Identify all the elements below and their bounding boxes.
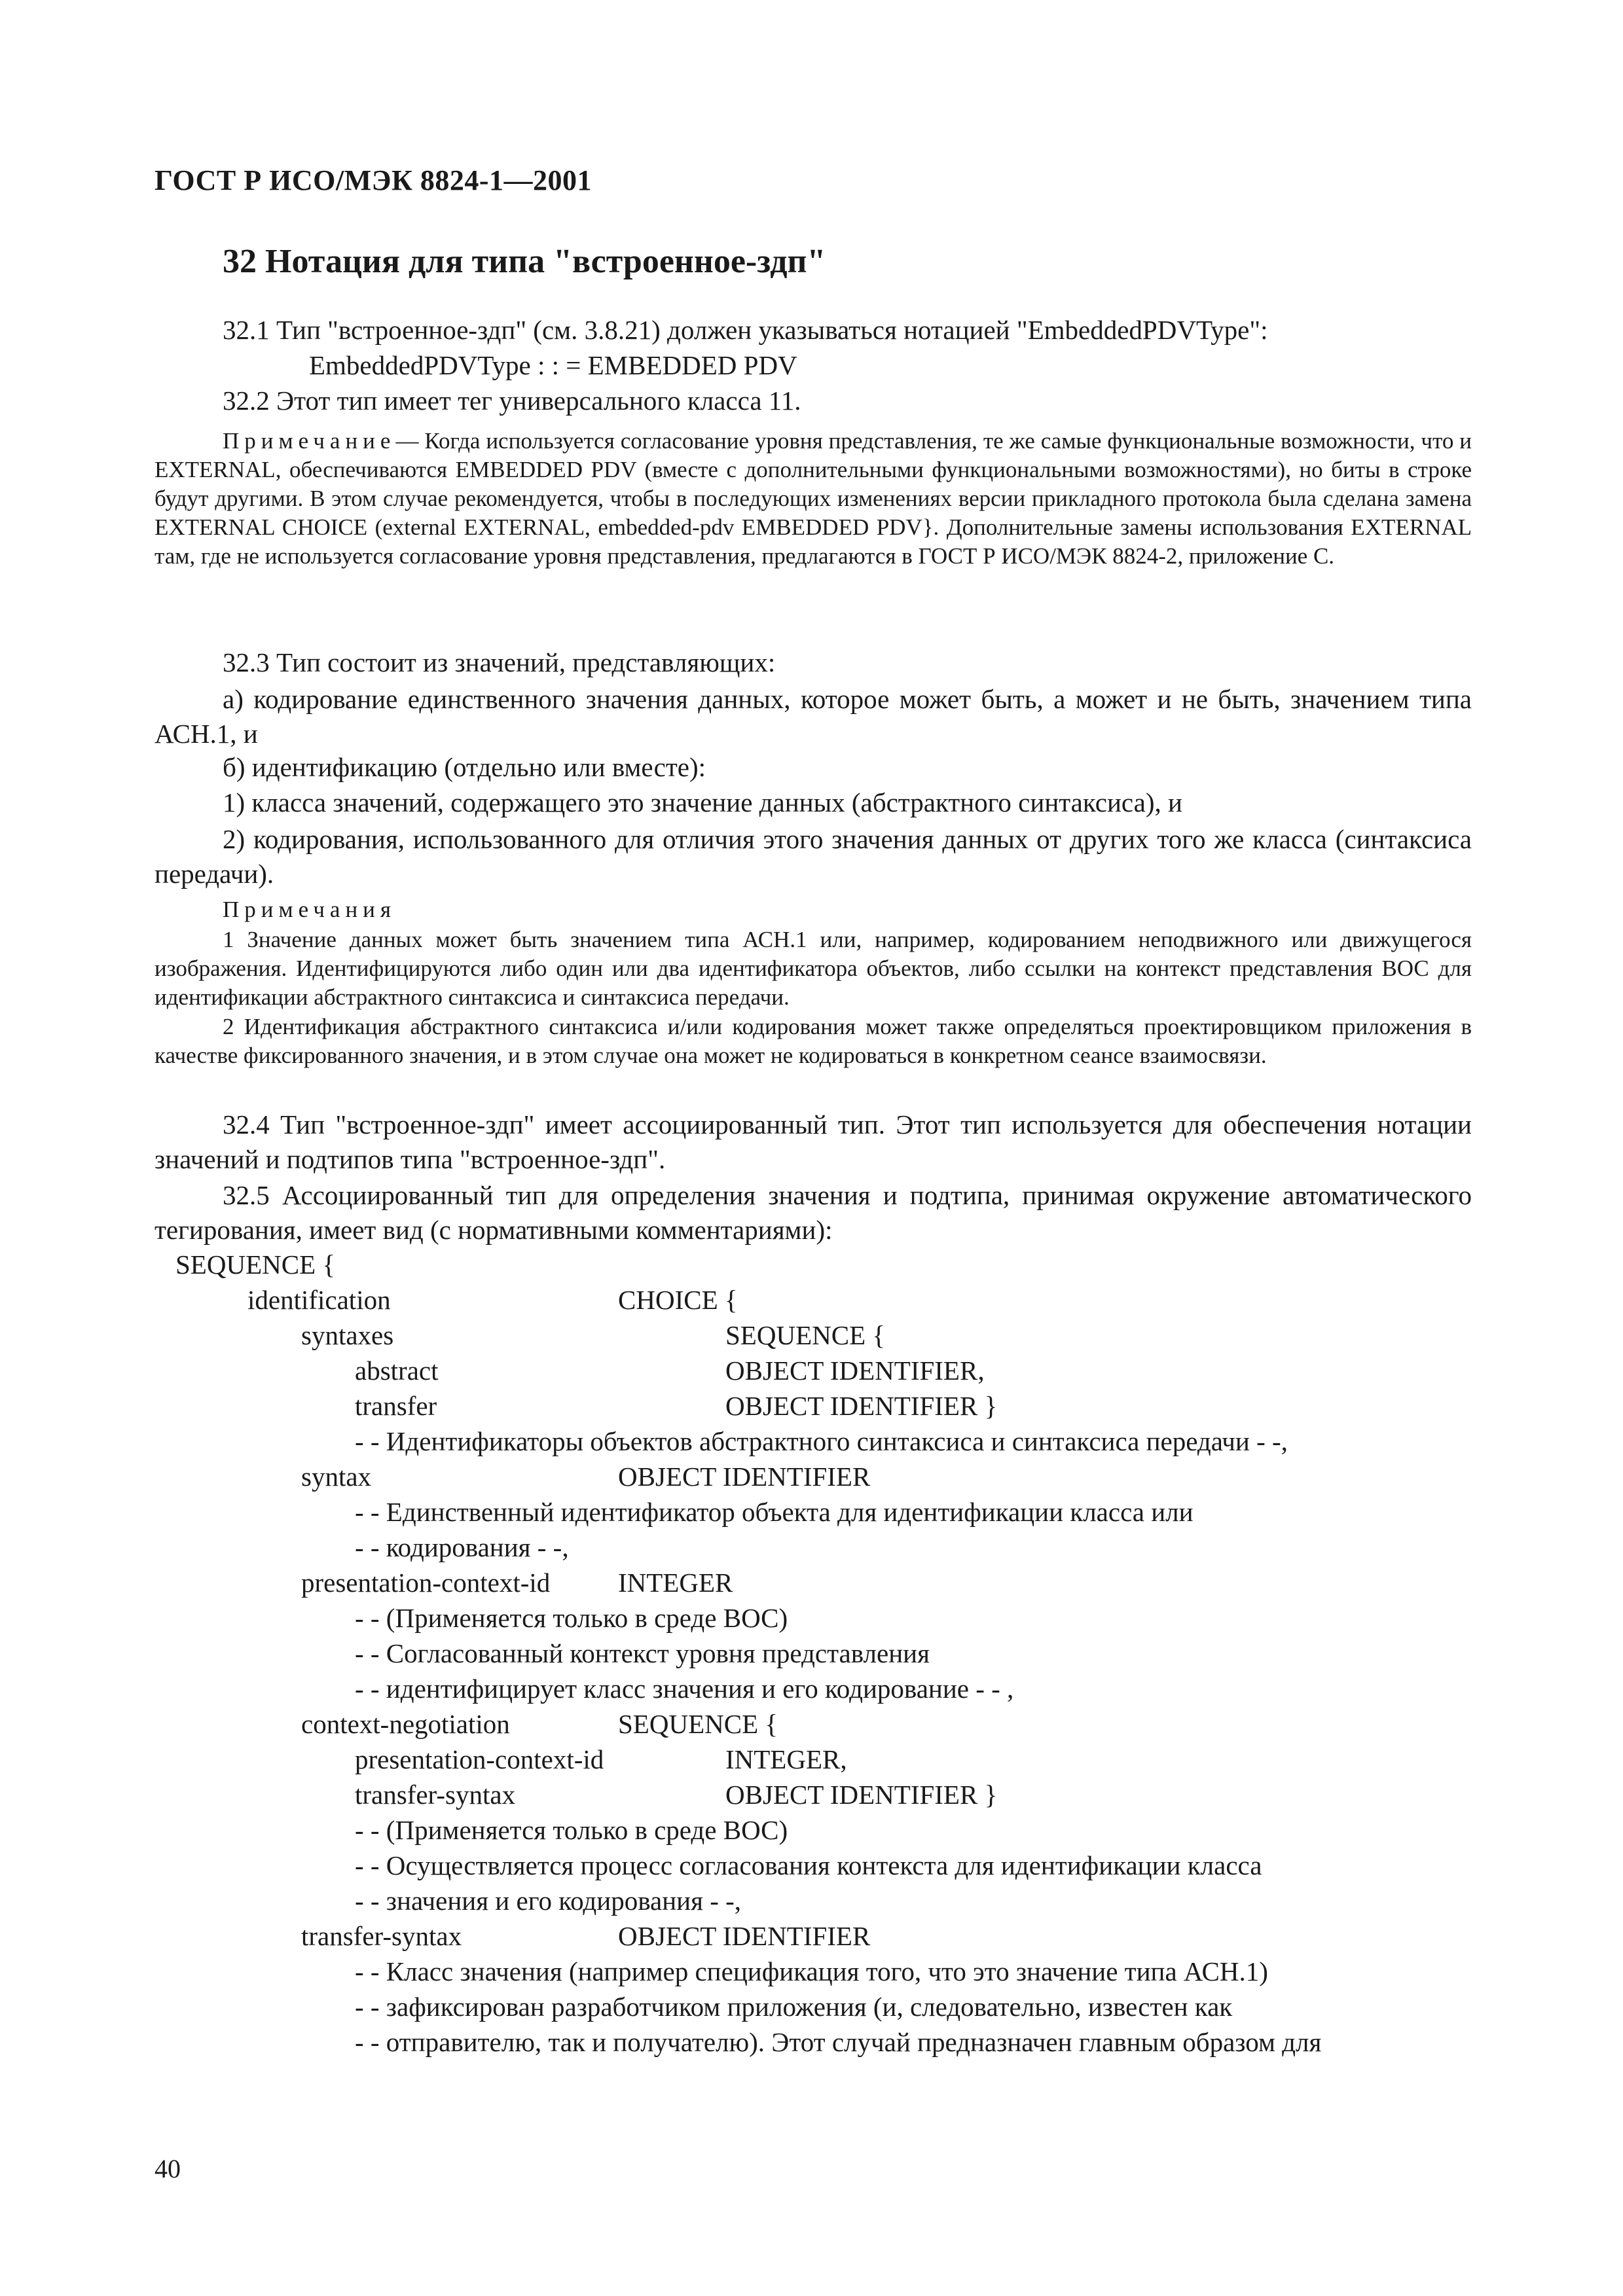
paragraph-32-2: 32.2 Этот тип имеет тег универсального класса 11. <box>223 386 801 416</box>
code-type: OBJECT IDENTIFIER } <box>725 1780 998 1810</box>
code-field: presentation-context-id <box>301 1568 551 1598</box>
code-comment: - - зафиксирован разработчиком приложения (и, следовательно, известен как <box>355 1992 1233 2022</box>
code-field: syntax <box>301 1462 372 1492</box>
code-comment: - - Осуществляется процесс согласования контекста для идентификации класса <box>355 1850 1262 1880</box>
note-1: 1 Значение данных может быть значением типа АСН.1 или, например, кодированием неподвижного или движущегося изображения. Идентифицируются либо один или два идентификатора объектов, либо ссылки на контекст представления ВОС для идентификации абстрактного синтаксиса и синтаксиса передачи. <box>155 927 1472 1010</box>
code-type: OBJECT IDENTIFIER, <box>725 1355 985 1386</box>
code-type: OBJECT IDENTIFIER } <box>725 1391 998 1421</box>
code-field: abstract <box>355 1355 439 1386</box>
document-header: ГОСТ Р ИСО/МЭК 8824-1—2001 <box>155 164 593 196</box>
code-type: SEQUENCE { <box>618 1709 778 1739</box>
code-line: SEQUENCE { <box>175 1249 336 1280</box>
code-type: SEQUENCE { <box>725 1320 886 1350</box>
note-text: — Когда используется согласование уровня представления, те же самые функциональные возможности, что и EXTERNAL, обеспечиваются EMBEDDED PDV (вместе с дополнительными функциональными возможностями), но биты в строке будут другими. В этом случае рекомендуется, чтобы в последующих изменениях версии прикладного протокола была сделана замена EXTERNAL CHOICE (external EXTERNAL, embedded-pdv EMBEDDED PDV}. Дополнительные замены использования EXTERNAL там, где не используется согласование уровня представления, предлагаются в ГОСТ Р ИСО/МЭК 8824-2, приложение С. <box>155 428 1472 569</box>
code-field: transfer <box>355 1391 437 1421</box>
paragraph-32-3: 32.3 Тип состоит из значений, представляющих: <box>223 647 776 677</box>
code-comment: - - Единственный идентификатор объекта для идентификации класса или <box>355 1497 1194 1527</box>
code-type: INTEGER, <box>725 1744 847 1774</box>
paragraph-32-5: 32.5 Ассоциированный тип для определения значения и подтипа, принимая окружение автоматического тегирования, имеет вид (с нормативными комментариями): <box>155 1180 1472 1245</box>
paragraph-32-3-1: 1) класса значений, содержащего это значение данных (абстрактного синтаксиса), и <box>223 787 1182 817</box>
notes-label: Примечания <box>223 897 397 922</box>
note-label: Примечание <box>223 428 396 454</box>
paragraph-32-4: 32.4 Тип "встроенное-здп" имеет ассоциированный тип. Этот тип используется для обеспечения нотации значений и подтипов типа "встроенное-здп". <box>155 1109 1472 1174</box>
code-comment: - - Идентификаторы объектов абстрактного синтаксиса и синтаксиса передачи - -, <box>355 1426 1288 1456</box>
code-comment: - - значения и его кодирования - -, <box>355 1886 742 1916</box>
code-comment: - - (Применяется только в среде ВОС) <box>355 1603 788 1633</box>
code-type: CHOICE { <box>618 1285 738 1315</box>
paragraph-32-3-2: 2) кодирования, использованного для отличия этого значения данных от других того же класса (синтаксиса передачи). <box>155 824 1472 889</box>
code-field: syntaxes <box>301 1320 394 1350</box>
paragraph-32-3-a: а) кодирование единственного значения данных, которое может быть, а может и не быть, значением типа АСН.1, и <box>155 684 1472 749</box>
embedded-pdv-definition: EmbeddedPDVType : : = EMBEDDED PDV <box>309 350 797 380</box>
page-number: 40 <box>155 2154 181 2183</box>
code-field: transfer-syntax <box>301 1921 462 1951</box>
note-2: 2 Идентификация абстрактного синтаксиса и/или кодирования может также определяться проектировщиком приложения в качестве фиксированного значения, и в этом случае она может не кодироваться в конкретном сеансе взаимосвязи. <box>155 1014 1472 1068</box>
code-comment: - - Согласованный контекст уровня представления <box>355 1638 930 1668</box>
code-field: transfer-syntax <box>355 1780 516 1810</box>
code-type: OBJECT IDENTIFIER <box>618 1921 871 1951</box>
note-32-2 <box>155 427 1472 571</box>
code-comment: - - кодирования - -, <box>355 1532 569 1562</box>
code-field: context-negotiation <box>301 1709 510 1739</box>
code-field: identification <box>247 1285 391 1315</box>
code-comment: - - идентифицирует класс значения и его кодирование - - , <box>355 1674 1014 1704</box>
code-comment: - - Класс значения (например спецификация того, что это значение типа АСН.1) <box>355 1956 1268 1986</box>
paragraph-32-1: 32.1 Тип "встроенное-здп" (см. 3.8.21) должен указываться нотацией "EmbeddedPDVType": <box>223 315 1268 345</box>
code-comment: - - отправителю, так и получателю). Этот случай предназначен главным образом для <box>355 2027 1322 2057</box>
section-title: 32 Нотация для типа "встроенное-здп" <box>223 243 826 280</box>
code-type: INTEGER <box>618 1568 733 1598</box>
code-field: presentation-context-id <box>355 1744 604 1774</box>
code-comment: - - (Применяется только в среде ВОС) <box>355 1815 788 1845</box>
code-type: OBJECT IDENTIFIER <box>618 1462 871 1492</box>
paragraph-32-3-b: б) идентификацию (отдельно или вместе): <box>223 752 706 782</box>
